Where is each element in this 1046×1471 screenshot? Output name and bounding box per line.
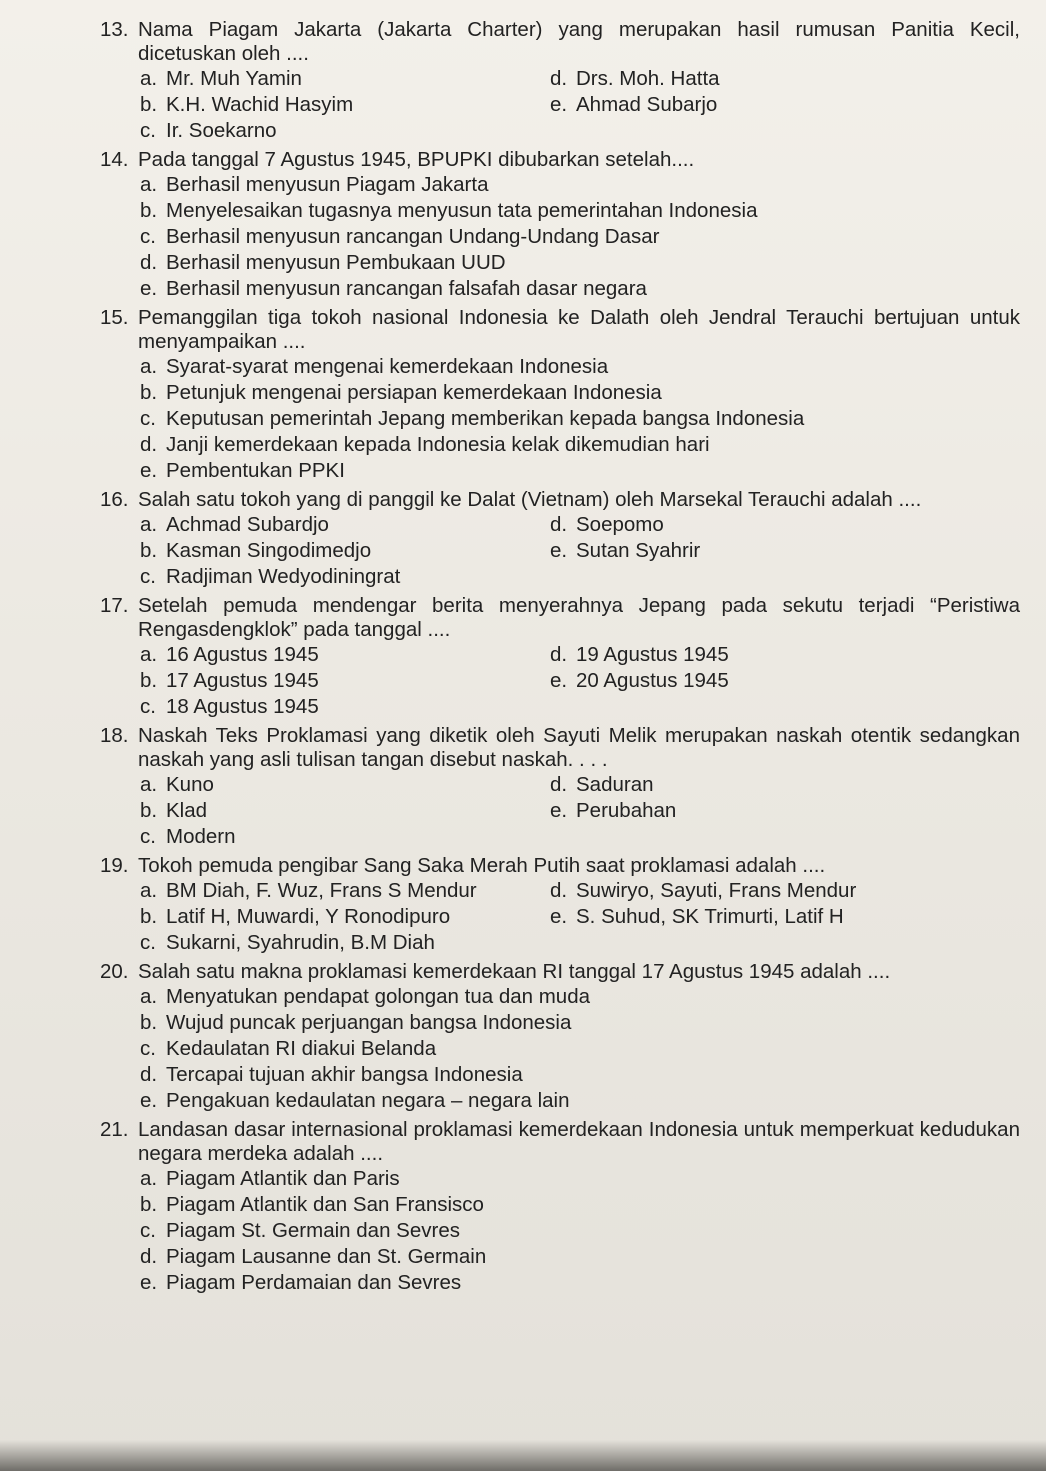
- option-c: [140, 824, 550, 850]
- option-letter: c.: [140, 407, 156, 430]
- page-edge-shadow: [0, 1440, 1046, 1471]
- option-d: [140, 1244, 1020, 1270]
- option-d: [550, 772, 1020, 798]
- question-14: [100, 148, 1020, 302]
- option-letter: b.: [140, 1193, 158, 1216]
- option-b: [140, 904, 550, 930]
- question-text: Salah satu tokoh yang di panggil ke Dalat (Vietnam) oleh Marsekal Terauchi adalah ....: [138, 488, 922, 511]
- option-letter: e.: [550, 93, 568, 116]
- option-e: [550, 538, 1020, 564]
- question-number: 14.: [100, 148, 129, 171]
- option-letter: b.: [140, 199, 158, 222]
- option-letter: a.: [140, 67, 158, 90]
- option-letter: b.: [140, 381, 158, 404]
- option-text: Kuno: [166, 773, 214, 796]
- option-text: Pengakuan kedaulatan negara – negara lain: [166, 1089, 570, 1112]
- option-letter: d.: [550, 879, 568, 902]
- question-17: [100, 594, 1020, 720]
- option-a: [140, 1166, 1020, 1192]
- option-c: [140, 118, 550, 144]
- option-text: Janji kemerdekaan kepada Indonesia kelak dikemudian hari: [166, 433, 710, 456]
- question-text: Salah satu makna proklamasi kemerdekaan RI tanggal 17 Agustus 1945 adalah ....: [138, 960, 891, 983]
- option-text: Berhasil menyusun rancangan Undang-Undang Dasar: [166, 225, 660, 248]
- option-letter: c.: [140, 1219, 156, 1242]
- option-letter: c.: [140, 119, 156, 142]
- option-text: Piagam St. Germain dan Sevres: [166, 1219, 460, 1242]
- option-letter: a.: [140, 173, 158, 196]
- options-grid: [140, 772, 1020, 850]
- option-letter: b.: [140, 1011, 158, 1034]
- question-text: Nama Piagam Jakarta (Jakarta Charter) yang merupakan hasil rumusan Panitia Kecil, dicetuskan oleh ....: [138, 18, 1020, 65]
- option-letter: d.: [550, 773, 568, 796]
- option-e: [140, 1088, 1020, 1114]
- option-text: Latif H, Muwardi, Y Ronodipuro: [166, 905, 451, 928]
- option-c: [140, 1036, 1020, 1062]
- option-letter: c.: [140, 1037, 156, 1060]
- option-letter: d.: [550, 643, 568, 666]
- question-number: 15.: [100, 306, 129, 329]
- option-text: Berhasil menyusun rancangan falsafah dasar negara: [166, 277, 647, 300]
- option-text: K.H. Wachid Hasyim: [166, 93, 354, 116]
- option-e: [140, 276, 1020, 302]
- option-text: Ahmad Subarjo: [576, 93, 718, 116]
- option-text: Wujud puncak perjuangan bangsa Indonesia: [166, 1011, 572, 1034]
- option-b: [140, 198, 1020, 224]
- option-text: Ir. Soekarno: [166, 119, 277, 142]
- option-text: Petunjuk mengenai persiapan kemerdekaan Indonesia: [166, 381, 662, 404]
- option-text: Piagam Atlantik dan Paris: [166, 1167, 400, 1190]
- option-b: [140, 538, 550, 564]
- option-letter: b.: [140, 799, 158, 822]
- option-letter: a.: [140, 513, 158, 536]
- question-number: 19.: [100, 854, 129, 877]
- option-letter: c.: [140, 931, 156, 954]
- option-d: [550, 878, 1020, 904]
- option-text: Sutan Syahrir: [576, 539, 701, 562]
- option-text: Suwiryo, Sayuti, Frans Mendur: [576, 879, 857, 902]
- option-text: 19 Agustus 1945: [576, 643, 729, 666]
- question-text: Pemanggilan tiga tokoh nasional Indonesia ke Dalath oleh Jendral Terauchi bertujuan untuk menyampaikan ....: [138, 306, 1020, 353]
- options-list: [140, 354, 1020, 484]
- option-letter: d.: [550, 67, 568, 90]
- option-text: Achmad Subardjo: [166, 513, 329, 536]
- option-c: [140, 406, 1020, 432]
- option-text: Soepomo: [576, 513, 664, 536]
- option-d: [140, 1062, 1020, 1088]
- option-d: [550, 642, 1020, 668]
- option-a: [140, 172, 1020, 198]
- option-a: [140, 642, 550, 668]
- option-b: [140, 798, 550, 824]
- option-b: [140, 380, 1020, 406]
- option-e: [140, 458, 1020, 484]
- option-letter: c.: [140, 825, 156, 848]
- option-text: Sukarni, Syahrudin, B.M Diah: [166, 931, 435, 954]
- option-text: Perubahan: [576, 799, 677, 822]
- option-text: Mr. Muh Yamin: [166, 67, 302, 90]
- option-a: [140, 878, 550, 904]
- option-text: Modern: [166, 825, 236, 848]
- options-grid: [140, 878, 1020, 956]
- option-letter: d.: [140, 1063, 158, 1086]
- option-c: [140, 224, 1020, 250]
- question-16: [100, 488, 1020, 590]
- options-list: [140, 172, 1020, 302]
- question-text: Setelah pemuda mendengar berita menyerahnya Jepang pada sekutu terjadi “Peristiwa Rengasdengklok” pada tanggal ....: [138, 594, 1020, 641]
- option-text: Piagam Perdamaian dan Sevres: [166, 1271, 462, 1294]
- option-d: [550, 66, 1020, 92]
- option-text: S. Suhud, SK Trimurti, Latif H: [576, 905, 844, 928]
- question-19: [100, 854, 1020, 956]
- option-a: [140, 354, 1020, 380]
- option-text: Menyelesaikan tugasnya menyusun tata pemerintahan Indonesia: [166, 199, 758, 222]
- option-text: Piagam Lausanne dan St. Germain: [166, 1245, 487, 1268]
- option-e: [550, 92, 1020, 118]
- option-b: [140, 92, 550, 118]
- question-text: Landasan dasar internasional proklamasi kemerdekaan Indonesia untuk memperkuat kedudukan negara merdeka adalah ....: [138, 1118, 1020, 1165]
- option-letter: b.: [140, 539, 158, 562]
- option-text: Berhasil menyusun Piagam Jakarta: [166, 173, 489, 196]
- option-b: [140, 1010, 1020, 1036]
- option-text: Tercapai tujuan akhir bangsa Indonesia: [166, 1063, 523, 1086]
- option-c: [140, 564, 550, 590]
- option-letter: b.: [140, 669, 158, 692]
- option-letter: d.: [140, 433, 158, 456]
- option-text: Syarat-syarat mengenai kemerdekaan Indonesia: [166, 355, 609, 378]
- question-number: 18.: [100, 724, 129, 747]
- question-text: Tokoh pemuda pengibar Sang Saka Merah Putih saat proklamasi adalah ....: [138, 854, 826, 877]
- option-letter: e.: [550, 905, 568, 928]
- option-d: [550, 512, 1020, 538]
- option-text: Keputusan pemerintah Jepang memberikan kepada bangsa Indonesia: [166, 407, 805, 430]
- option-letter: e.: [140, 1089, 158, 1112]
- question-18: [100, 724, 1020, 850]
- option-letter: a.: [140, 879, 158, 902]
- option-e: [550, 668, 1020, 694]
- option-letter: e.: [140, 459, 158, 482]
- option-a: [140, 512, 550, 538]
- question-number: 17.: [100, 594, 129, 617]
- option-letter: e.: [140, 1271, 158, 1294]
- question-21: [100, 1118, 1020, 1296]
- option-letter: e.: [550, 669, 568, 692]
- option-letter: e.: [140, 277, 158, 300]
- option-c: [140, 694, 550, 720]
- option-letter: b.: [140, 905, 158, 928]
- option-letter: e.: [550, 799, 568, 822]
- options-grid: [140, 642, 1020, 720]
- option-text: Radjiman Wedyodiningrat: [166, 565, 401, 588]
- option-letter: b.: [140, 93, 158, 116]
- option-text: Drs. Moh. Hatta: [576, 67, 720, 90]
- option-text: Menyatukan pendapat golongan tua dan muda: [166, 985, 591, 1008]
- option-text: Pembentukan PPKI: [166, 459, 345, 482]
- option-c: [140, 1218, 1020, 1244]
- option-a: [140, 66, 550, 92]
- option-letter: d.: [550, 513, 568, 536]
- option-text: Piagam Atlantik dan San Fransisco: [166, 1193, 484, 1216]
- option-letter: d.: [140, 251, 158, 274]
- option-b: [140, 1192, 1020, 1218]
- option-text: BM Diah, F. Wuz, Frans S Mendur: [166, 879, 477, 902]
- option-a: [140, 984, 1020, 1010]
- option-text: 20 Agustus 1945: [576, 669, 729, 692]
- option-text: 18 Agustus 1945: [166, 695, 319, 718]
- option-letter: c.: [140, 695, 156, 718]
- question-number: 21.: [100, 1118, 129, 1141]
- option-d: [140, 250, 1020, 276]
- option-letter: a.: [140, 355, 158, 378]
- options-grid: [140, 512, 1020, 590]
- options-list: [140, 1166, 1020, 1296]
- option-e: [140, 1270, 1020, 1296]
- option-e: [550, 798, 1020, 824]
- option-a: [140, 772, 550, 798]
- option-b: [140, 668, 550, 694]
- question-text: Pada tanggal 7 Agustus 1945, BPUPKI dibubarkan setelah....: [138, 148, 695, 171]
- option-letter: a.: [140, 773, 158, 796]
- option-letter: e.: [550, 539, 568, 562]
- option-letter: a.: [140, 643, 158, 666]
- question-15: [100, 306, 1020, 484]
- question-text: Naskah Teks Proklamasi yang diketik oleh Sayuti Melik merupakan naskah otentik sedangkan naskah yang asli tulisan tangan disebut naskah. . . .: [138, 724, 1020, 771]
- option-text: Klad: [166, 799, 208, 822]
- option-d: [140, 432, 1020, 458]
- question-20: [100, 960, 1020, 1114]
- option-text: 16 Agustus 1945: [166, 643, 319, 666]
- option-text: Berhasil menyusun Pembukaan UUD: [166, 251, 506, 274]
- option-letter: c.: [140, 225, 156, 248]
- option-text: Kasman Singodimedjo: [166, 539, 372, 562]
- question-number: 16.: [100, 488, 129, 511]
- option-letter: d.: [140, 1245, 158, 1268]
- option-letter: c.: [140, 565, 156, 588]
- option-letter: a.: [140, 1167, 158, 1190]
- question-number: 20.: [100, 960, 129, 983]
- option-text: Kedaulatan RI diakui Belanda: [166, 1037, 437, 1060]
- options-list: [140, 984, 1020, 1114]
- option-e: [550, 904, 1020, 930]
- option-letter: a.: [140, 985, 158, 1008]
- option-text: 17 Agustus 1945: [166, 669, 319, 692]
- option-text: Saduran: [576, 773, 654, 796]
- question-list: [100, 18, 1020, 1300]
- options-grid: [140, 66, 1020, 144]
- question-number: 13.: [100, 18, 129, 41]
- option-c: [140, 930, 550, 956]
- question-13: [100, 18, 1020, 144]
